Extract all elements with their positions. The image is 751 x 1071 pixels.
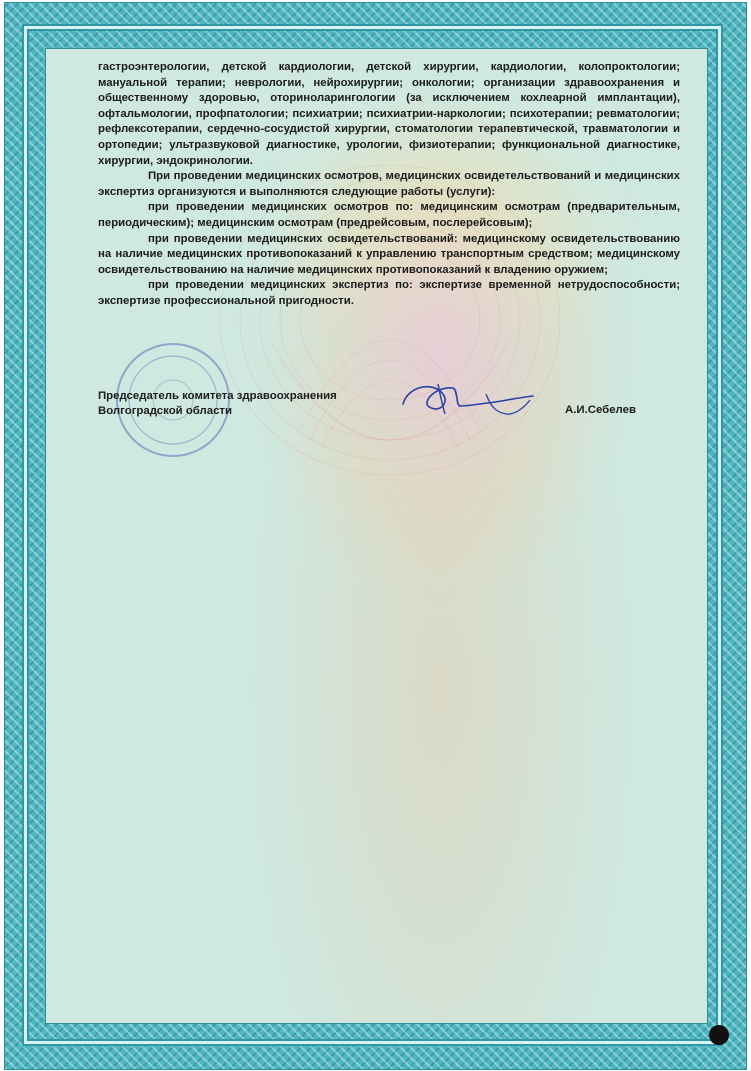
paragraph-works-intro: При проведении медицинских осмотров, медицинских освидетельствований и медицинских экспертиз организуются и выполняются следующие работы (услуги):: [98, 170, 680, 198]
signatory-title: [98, 389, 337, 419]
paragraph-specialties: гастроэнтерологии, детской кардиологии, детской хирургии, кардиологии, колопроктологии; мануальной терапии; неврологии, нейрохирургии; онкологии; организации здравоохранения и общественному здоровью, оториноларингологии (за исключением кохлеарной имплантации), офтальмологии, профпатологии; психиатрии; психиатрии-наркологии; психотерапии; ревматологии; рефлексотерапии, сердечно-сосудистой хирургии, стоматологии терапевтической, травматологии и ортопедии; ультразвуковой диагностике, урологии, физиотерапии; функциональной диагностике, хирургии, эндокринологии.: [98, 61, 680, 167]
hole-punch-dot-icon: [709, 1025, 729, 1045]
paragraph-medical-certifications: при проведении медицинских освидетельствований: медицинскому освидетельствованию на наличие медицинских противопоказаний к управлению транспортным средством; медицинскому освидетельствованию на наличие медицинских противопоказаний к владению оружием;: [98, 232, 680, 276]
handwritten-signature-icon: [398, 376, 538, 421]
paragraph-medical-expertise: при проведении медицинских экспертиз по: экспертизе временной нетрудоспособности; экспертизе профессиональной пригодности.: [98, 279, 680, 307]
license-body-text: [98, 60, 680, 310]
signatory-title-line2: Волгоградской области: [98, 405, 233, 417]
signatory-name: А.И.Себелев: [565, 404, 636, 416]
paragraph-medical-examinations: при проведении медицинских осмотров по: медицинским осмотрам (предварительным, периодическим); медицинским осмотрам (предрейсовым, послерейсовым);: [98, 201, 680, 229]
signatory-title-line1: Председатель комитета здравоохранения: [98, 390, 337, 402]
